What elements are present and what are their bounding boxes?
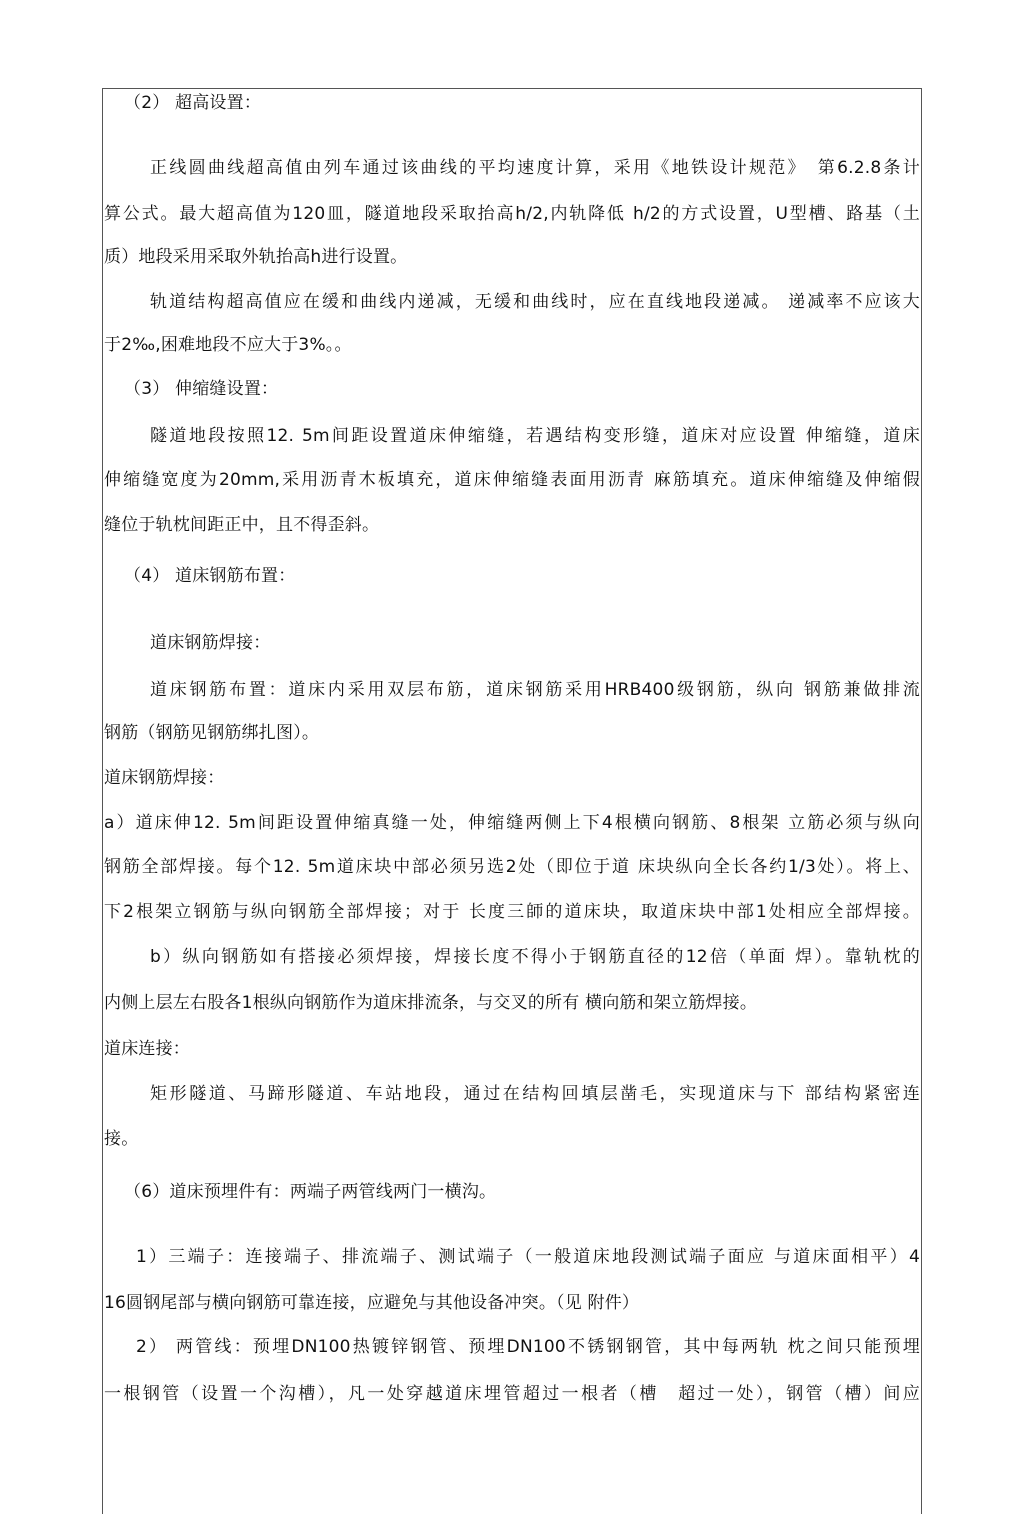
- paragraph-line: 正线圆曲线超高值由列车通过该曲线的平均速度计算，采用《地铁设计规范》 第6.2.8条计: [150, 158, 920, 178]
- paragraph-line: 于2‰,困难地段不应大于3%。。: [104, 335, 352, 355]
- paragraph-line: 接。: [104, 1129, 139, 1149]
- paragraph-line: 钢筋（钢筋见钢筋绑扎图）。: [104, 723, 320, 743]
- section-heading-rebar-layout: （4） 道床钢筋布置：: [124, 566, 296, 586]
- section-heading-embedded-parts: （6）道床预埋件有：两端子两管线两门一横沟。: [124, 1182, 497, 1202]
- paragraph-line: 矩形隧道、马蹄形隧道、车站地段，通过在结构回填层凿毛，实现道床与下 部结构紧密连: [150, 1084, 920, 1104]
- subheading-bed-connection: 道床连接：: [104, 1039, 190, 1059]
- paragraph-line: 一根钢管（设置一个沟槽），凡一处穿越道床埋管超过一根者（槽 超过一处），钢管（槽）间应: [104, 1384, 920, 1404]
- paragraph-line: 16圆钢尾部与横向钢筋可靠连接，应避免与其他设备冲突。（见 附件）: [104, 1293, 640, 1313]
- section-heading-expansion-joint: （3） 伸缩缝设置：: [124, 379, 279, 399]
- paragraph-line: 内侧上层左右股各1根纵向钢筋作为道床排流条，与交叉的所有 横向筋和架立筋焊接。: [104, 993, 758, 1013]
- paragraph-line: 缝位于轨枕间距正中，且不得歪斜。: [104, 515, 380, 535]
- paragraph-line: 下2根架立钢筋与纵向钢筋全部焊接；对于 长度三師的道床块，取道床块中部1处相应全部焊接。: [104, 902, 920, 922]
- section-heading-superelevation: （2） 超高设置：: [124, 93, 262, 113]
- paragraph-line: 隧道地段按照12. 5m间距设置道床伸缩缝，若遇结构变形缝，道床对应设置 伸缩缝，道床: [150, 426, 920, 446]
- paragraph-line: 1）三端子：连接端子、排流端子、测试端子（一般道床地段测试端子面应 与道床面相平）4: [136, 1247, 920, 1267]
- paragraph-line: 钢筋全部焊接。每个12. 5m道床块中部必须另选2处（即位于道 床块纵向全长各约1/3处）。将上、: [104, 857, 920, 877]
- paragraph-line: 算公式。最大超高值为120皿，隧道地段采取抬高h/2,内轨降低 h/2的方式设置，U型槽、路基（土: [104, 204, 920, 224]
- paragraph-line: 道床钢筋布置：道床内采用双层布筋，道床钢筋采用HRB400级钢筋，纵向 钢筋兼做排流: [150, 680, 920, 700]
- paragraph-line: 2） 两管线：预埋DN100热镀锌钢管、预埋DN100不锈钢钢管，其中每两轨 枕之间只能预埋: [136, 1337, 920, 1357]
- subheading-rebar-welding: 道床钢筋焊接：: [150, 633, 271, 653]
- paragraph-line: 伸缩缝宽度为20mm,采用沥青木板填充，道床伸缩缝表面用沥青 麻筋填充。道床伸缩缝及伸缩假: [104, 470, 920, 490]
- paragraph-line: 质）地段采用采取外轨抬高h进行设置。: [104, 247, 408, 267]
- paragraph-line: b）纵向钢筋如有搭接必须焊接，焊接长度不得小于钢筋直径的12倍（单面 焊）。靠轨枕的: [150, 947, 920, 967]
- paragraph-line: a）道床伸12. 5m间距设置伸缩真缝一处，伸缩缝两侧上下4根横向钢筋、8根架 立筋必须与纵向: [104, 813, 920, 833]
- subheading-rebar-welding-2: 道床钢筋焊接：: [104, 768, 225, 788]
- paragraph-line: 轨道结构超高值应在缓和曲线内递减，无缓和曲线时，应在直线地段递减。 递减率不应该大: [150, 292, 920, 312]
